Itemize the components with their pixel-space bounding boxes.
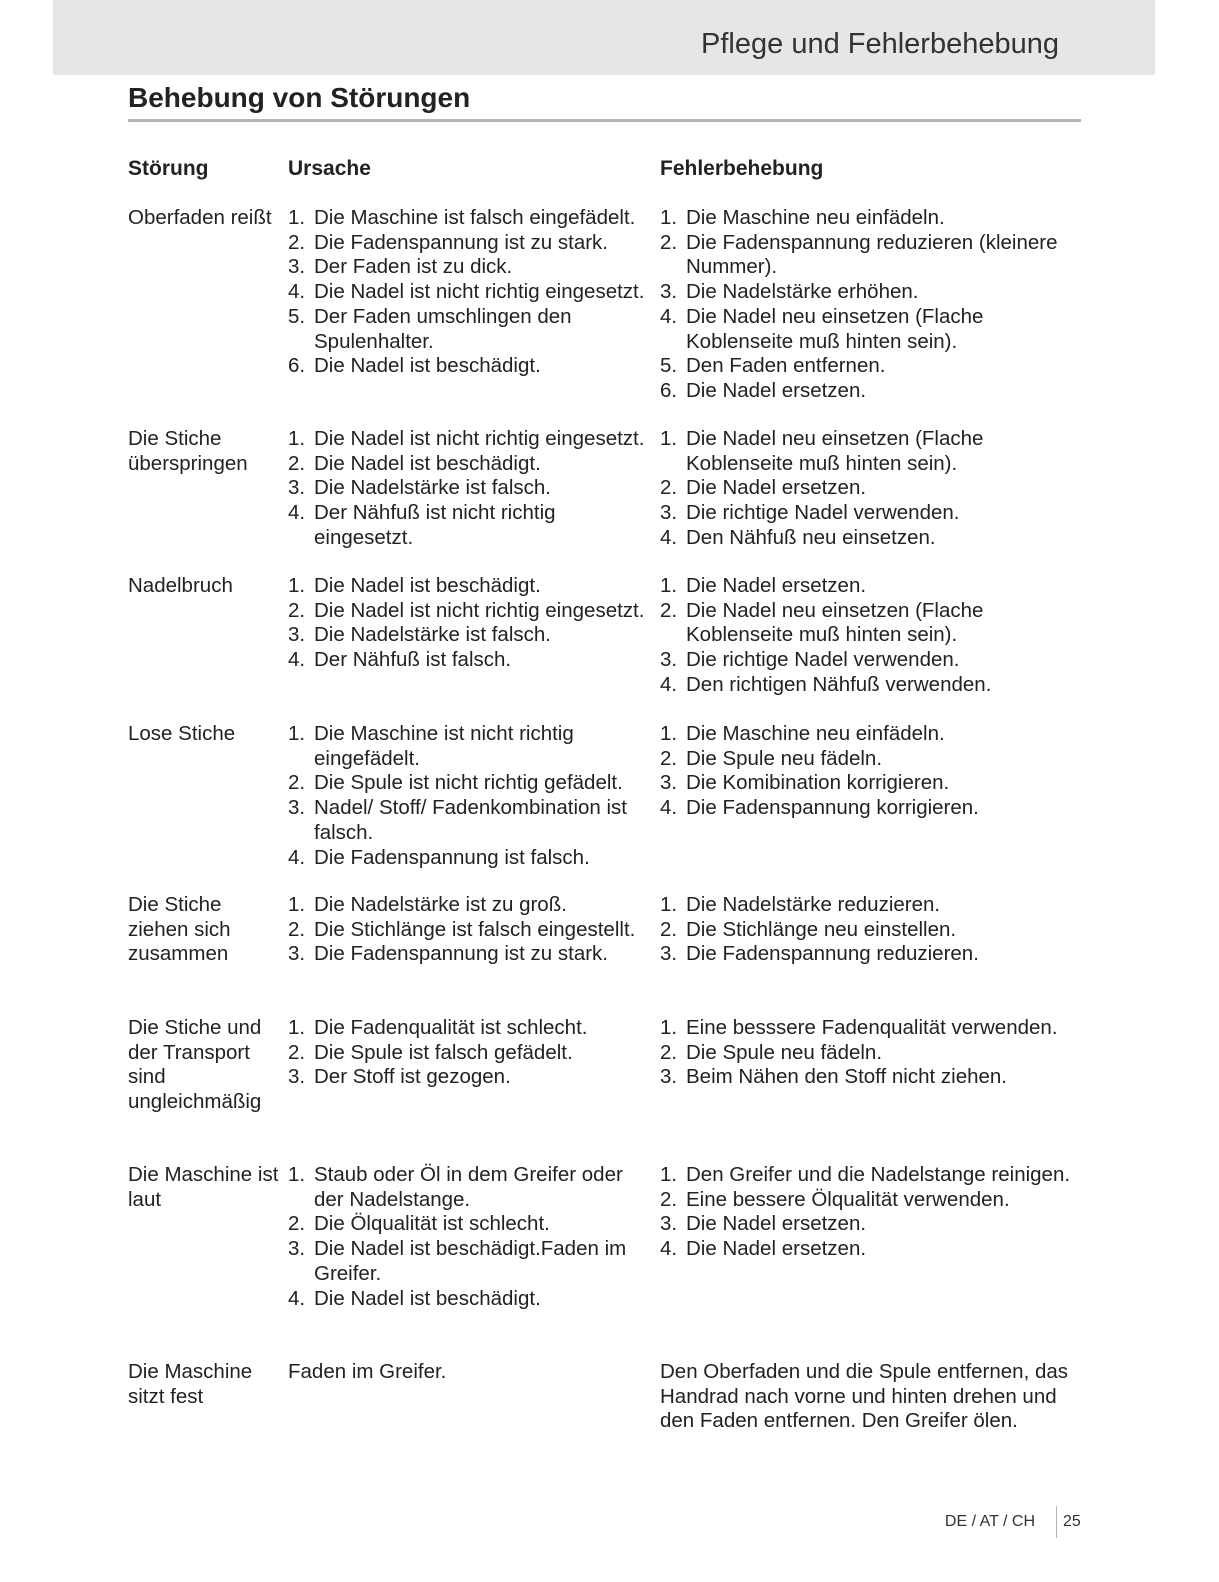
item-text: Die Nadelstärke ist falsch. (314, 476, 551, 500)
item-text: Die Fadenspannung ist falsch. (314, 845, 590, 869)
item-text: Die Nadel ersetzen. (686, 476, 867, 500)
item-text: Die richtige Nadel verwenden. (686, 501, 960, 525)
item-number: 3. (660, 1212, 678, 1236)
cause-cell-list (288, 206, 656, 379)
item-number: 1. (660, 1163, 678, 1186)
item-number: 4. (660, 796, 678, 820)
solution-cell (660, 1163, 1085, 1262)
list-item (288, 574, 656, 599)
solution-cell-list (660, 206, 1085, 404)
item-number: 2. (288, 1212, 306, 1236)
list-item (288, 623, 656, 648)
problem-cell: Die Maschine sitzt fest (128, 1360, 253, 1408)
solution-cell-list (660, 427, 1085, 551)
list-item (660, 354, 1085, 379)
item-text: Die Nadel ist beschädigt.Faden im Greifer. (314, 1237, 627, 1285)
solution-cell-list (660, 1163, 1085, 1262)
list-item (660, 1188, 1085, 1213)
list-item (288, 771, 656, 796)
item-text: Die Spule neu fädeln. (686, 1040, 883, 1064)
list-item (660, 722, 1085, 747)
problem-cell: Die Stiche und der Transport sind ungleichmäßig (128, 1016, 262, 1114)
cause-cell-list (288, 722, 656, 870)
list-item (288, 427, 656, 452)
item-text: Die Stichlänge ist falsch eingestellt. (314, 917, 636, 941)
list-item (660, 796, 1085, 821)
item-text: Den richtigen Nähfuß verwenden. (686, 672, 992, 696)
item-number: 4. (288, 845, 306, 869)
item-number: 4. (660, 525, 678, 549)
list-item (288, 1065, 656, 1090)
item-number: 3. (660, 501, 678, 525)
item-number: 3. (660, 280, 678, 304)
list-item (288, 1041, 656, 1066)
page-title: Behebung von Störungen (128, 82, 471, 113)
item-number: 2. (288, 917, 306, 941)
column-header-problem: Störung (128, 157, 209, 180)
item-text: Der Nähfuß ist falsch. (314, 648, 512, 672)
list-item (660, 1237, 1085, 1262)
item-text: Nadel/ Stoff/ Fadenkombination ist falsch. (314, 796, 627, 844)
item-number: 3. (288, 942, 306, 966)
item-text: Den Greifer und die Nadelstange reinigen. (686, 1163, 1071, 1186)
item-number: 2. (288, 598, 306, 622)
item-number: 3. (660, 648, 678, 672)
item-text: Staub oder Öl in dem Greifer oder der Nadelstange. (314, 1163, 623, 1211)
item-text: Die Ölqualität ist schlecht. (314, 1212, 550, 1236)
cause-cell-list (288, 574, 656, 673)
item-number: 2. (660, 598, 678, 622)
item-text: Die Nadel ist nicht richtig eingesetzt. (314, 427, 645, 450)
cause-cell-list (288, 427, 656, 551)
item-number: 6. (288, 354, 306, 378)
item-text: Die Nadel ersetzen. (686, 1237, 867, 1261)
page-number: 25 (1063, 1513, 1081, 1530)
item-text: Den Faden entfernen. (686, 354, 886, 378)
item-number: 1. (660, 427, 678, 450)
item-number: 3. (660, 771, 678, 795)
item-number: 4. (660, 672, 678, 696)
item-number: 3. (288, 255, 306, 279)
item-number: 1. (288, 1163, 306, 1186)
list-item (660, 231, 1085, 280)
item-number: 2. (660, 746, 678, 770)
list-item (288, 1212, 656, 1237)
list-item (660, 673, 1085, 698)
problem-cell: Lose Stiche (128, 722, 236, 745)
list-item (288, 452, 656, 477)
column-header-cause: Ursache (288, 157, 371, 180)
list-item (660, 501, 1085, 526)
item-number: 1. (288, 427, 306, 450)
solution-cell (660, 1016, 1085, 1090)
item-number: 2. (660, 476, 678, 500)
cause-cell (288, 722, 656, 870)
item-text: Die Maschine neu einfädeln. (686, 722, 945, 745)
item-number: 3. (660, 1065, 678, 1089)
cause-cell (288, 427, 656, 551)
solution-cell (660, 427, 1085, 551)
item-number: 1. (660, 722, 678, 745)
item-number: 1. (288, 893, 306, 916)
item-number: 2. (660, 917, 678, 941)
item-number: 2. (288, 451, 306, 475)
item-text: Die Spule ist nicht richtig gefädelt. (314, 771, 623, 795)
list-item (660, 305, 1085, 354)
solution-cell-list (660, 893, 1085, 967)
cause-cell (288, 574, 656, 673)
cause-cell-list (288, 1163, 656, 1311)
item-text: Die Nadelstärke erhöhen. (686, 280, 919, 304)
list-item (660, 1212, 1085, 1237)
item-text: Die Nadel ist nicht richtig eingesetzt. (314, 598, 645, 622)
list-item (660, 526, 1085, 551)
item-number: 5. (660, 354, 678, 378)
item-text: Die Maschine neu einfädeln. (686, 206, 945, 229)
list-item (288, 231, 656, 256)
list-item (288, 1163, 656, 1212)
solution-cell (660, 574, 1085, 698)
list-item (660, 747, 1085, 772)
item-number: 4. (660, 1237, 678, 1261)
item-text: Die Nadelstärke ist zu groß. (314, 893, 567, 916)
problem-cell: Nadelbruch (128, 574, 233, 597)
list-item (288, 599, 656, 624)
item-text: Die Nadelstärke reduzieren. (686, 893, 941, 916)
list-item (288, 280, 656, 305)
cause-cell (288, 206, 656, 379)
list-item (660, 942, 1085, 967)
item-text: Eine besssere Fadenqualität verwenden. (686, 1016, 1058, 1039)
item-text: Die Fadenqualität ist schlecht. (314, 1016, 588, 1039)
item-number: 5. (288, 304, 306, 328)
item-number: 3. (288, 1237, 306, 1261)
list-item (288, 476, 656, 501)
column-header-solution: Fehlerbehebung (660, 157, 824, 180)
problem-cell: Die Maschine ist laut (128, 1163, 279, 1211)
item-number: 3. (660, 942, 678, 966)
list-item (288, 722, 656, 771)
cause-cell: Faden im Greifer. (288, 1360, 447, 1383)
item-text: Der Nähfuß ist nicht richtig eingesetzt. (314, 501, 556, 549)
problem-cell: Die Stiche überspringen (128, 427, 248, 475)
solution-cell (660, 206, 1085, 404)
item-text: Die Fadenspannung korrigieren. (686, 796, 979, 820)
footer-countries: DE / AT / CH (944, 1513, 1035, 1530)
list-item (660, 648, 1085, 673)
item-text: Die Maschine ist nicht richtig eingefädelt. (314, 722, 574, 770)
item-number: 2. (660, 1040, 678, 1064)
list-item (288, 1287, 656, 1312)
item-text: Die Fadenspannung reduzieren (kleinere Nummer). (686, 230, 1058, 279)
item-number: 4. (288, 1286, 306, 1310)
list-item (288, 918, 656, 943)
item-text: Die Nadel ist beschädigt. (314, 1286, 541, 1310)
list-item (660, 379, 1085, 404)
item-number: 1. (288, 574, 306, 597)
list-item (288, 255, 656, 280)
item-number: 3. (288, 476, 306, 500)
title-divider (128, 119, 1081, 122)
item-text: Die Nadel ist nicht richtig eingesetzt. (314, 280, 645, 304)
list-item (660, 1163, 1085, 1188)
cause-cell (288, 893, 656, 967)
list-item (288, 354, 656, 379)
item-text: Die Komibination korrigieren. (686, 771, 950, 795)
item-text: Die Stichlänge neu einstellen. (686, 917, 957, 941)
item-text: Die Spule ist falsch gefädelt. (314, 1040, 573, 1064)
item-number: 1. (288, 206, 306, 229)
problem-cell: Oberfaden reißt (128, 206, 272, 229)
item-number: 1. (288, 722, 306, 745)
item-text: Die Nadel ist beschädigt. (314, 451, 541, 475)
item-number: 1. (660, 206, 678, 229)
item-text: Der Faden umschlingen den Spulenhalter. (314, 304, 572, 353)
item-text: Der Stoff ist gezogen. (314, 1065, 511, 1089)
item-number: 3. (288, 1065, 306, 1089)
solution-cell-list (660, 722, 1085, 821)
list-item (288, 501, 656, 550)
item-text: Die Maschine ist falsch eingefädelt. (314, 206, 636, 229)
list-item (660, 771, 1085, 796)
item-text: Den Nähfuß neu einsetzen. (686, 525, 936, 549)
solution-cell-list (660, 1016, 1085, 1090)
cause-cell-list (288, 1016, 656, 1090)
item-text: Die Nadel ist beschädigt. (314, 354, 541, 378)
item-text: Die Nadel ersetzen. (686, 1212, 867, 1236)
list-item (660, 206, 1085, 231)
solution-cell: Den Oberfaden und die Spule entfernen, das Handrad nach vorne und hinten drehen und den Faden entfernen. Den Greifer ölen. (660, 1360, 1069, 1433)
item-number: 3. (288, 796, 306, 820)
item-text: Die Fadenspannung ist zu stark. (314, 230, 608, 254)
item-text: Die Nadel ist beschädigt. (314, 574, 541, 597)
list-item (288, 305, 656, 354)
item-text: Eine bessere Ölqualität verwenden. (686, 1187, 1010, 1211)
item-text: Die Fadenspannung reduzieren. (686, 942, 979, 966)
item-text: Die Nadel neu einsetzen (Flache Koblenseite muß hinten sein). (686, 427, 984, 475)
list-item (288, 796, 656, 845)
list-item (660, 893, 1085, 918)
item-text: Die Nadelstärke ist falsch. (314, 623, 551, 647)
section-title: Pflege und Fehlerbehebung (701, 28, 1059, 60)
item-text: Der Faden ist zu dick. (314, 255, 513, 279)
item-number: 4. (288, 648, 306, 672)
item-text: Die Nadel ersetzen. (686, 574, 867, 597)
list-item (660, 599, 1085, 648)
list-item (288, 846, 656, 871)
item-number: 2. (660, 230, 678, 254)
footer-divider (1056, 1506, 1057, 1538)
cause-cell (288, 1016, 656, 1090)
item-text: Die Spule neu fädeln. (686, 746, 883, 770)
item-number: 1. (660, 893, 678, 916)
list-item (288, 893, 656, 918)
list-item (288, 1237, 656, 1286)
list-item (660, 280, 1085, 305)
list-item (660, 1016, 1085, 1041)
item-number: 1. (660, 574, 678, 597)
list-item (660, 574, 1085, 599)
item-number: 2. (288, 1040, 306, 1064)
item-text: Die Fadenspannung ist zu stark. (314, 942, 608, 966)
item-text: Die Nadel neu einsetzen (Flache Koblenseite muß hinten sein). (686, 598, 984, 647)
item-number: 6. (660, 378, 678, 402)
list-item (660, 476, 1085, 501)
item-number: 1. (660, 1016, 678, 1039)
list-item (660, 918, 1085, 943)
item-number: 4. (288, 280, 306, 304)
item-number: 1. (288, 1016, 306, 1039)
list-item (660, 1041, 1085, 1066)
item-number: 4. (660, 304, 678, 328)
solution-cell-list (660, 574, 1085, 698)
list-item (288, 942, 656, 967)
item-text: Die richtige Nadel verwenden. (686, 648, 960, 672)
item-number: 2. (288, 771, 306, 795)
item-text: Beim Nähen den Stoff nicht ziehen. (686, 1065, 1007, 1089)
list-item (288, 648, 656, 673)
item-number: 2. (660, 1187, 678, 1211)
solution-cell (660, 722, 1085, 821)
item-text: Die Nadel ersetzen. (686, 378, 867, 402)
list-item (288, 1016, 656, 1041)
item-number: 2. (288, 230, 306, 254)
problem-cell: Die Stiche ziehen sich zusammen (128, 893, 231, 966)
solution-cell (660, 893, 1085, 967)
item-number: 4. (288, 501, 306, 525)
list-item (660, 1065, 1085, 1090)
list-item (288, 206, 656, 231)
cause-cell (288, 1163, 656, 1311)
cause-cell-list (288, 893, 656, 967)
item-number: 3. (288, 623, 306, 647)
item-text: Die Nadel neu einsetzen (Flache Koblenseite muß hinten sein). (686, 304, 984, 353)
list-item (660, 427, 1085, 476)
